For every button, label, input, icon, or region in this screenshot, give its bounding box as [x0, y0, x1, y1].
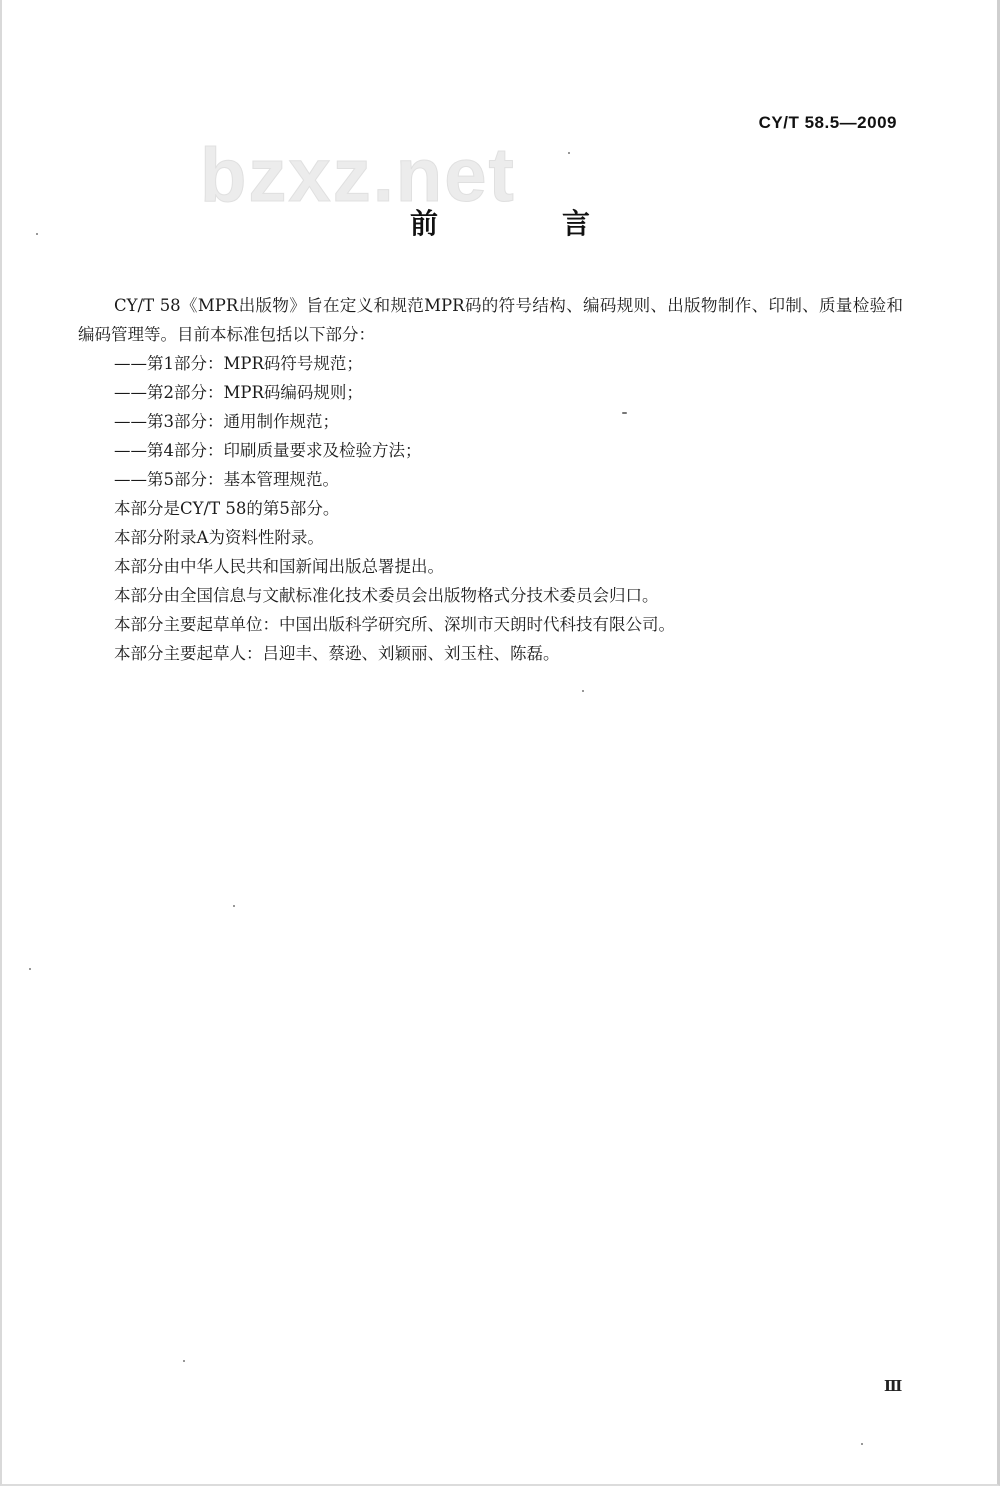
statement-line: 本部分是CY/T 58的第5部分。: [114, 499, 340, 518]
intro-paragraph: CY/T 58《MPR出版物》旨在定义和规范MPR码的符号结构、编码规则、出版物制作、印制、质量检验和编码管理等。目前本标准包括以下部分：: [78, 296, 903, 344]
foreword-body: [78, 291, 903, 668]
scan-speck: [183, 1360, 185, 1362]
statement-line: 本部分附录A为资料性附录。: [114, 528, 324, 547]
part-item: ——第5部分：基本管理规范。: [114, 470, 339, 489]
statement-line: 本部分由全国信息与文献标准化技术委员会出版物格式分技术委员会归口。: [114, 586, 659, 605]
part-item: ——第1部分：MPR码符号规范；: [114, 354, 363, 373]
scan-speck: [29, 968, 31, 970]
statement-line: 本部分由中华人民共和国新闻出版总署提出。: [114, 557, 444, 576]
part-item: ——第2部分：MPR码编码规则；: [114, 383, 363, 402]
scan-speck: [582, 690, 584, 692]
standard-code: CY/T 58.5—2009: [758, 113, 897, 132]
part-item: ——第4部分：印刷质量要求及检验方法；: [114, 441, 422, 460]
scan-speck: [861, 1443, 863, 1445]
scan-speck: [36, 233, 38, 235]
scan-speck: [233, 905, 235, 907]
part-item: ——第3部分：通用制作规范；: [114, 412, 339, 431]
statement-line: 本部分主要起草单位：中国出版科学研究所、深圳市天朗时代科技有限公司。: [114, 615, 675, 634]
watermark: bzxz.net: [200, 133, 516, 218]
page-number: Ⅲ: [884, 1377, 903, 1395]
scan-speck: [622, 412, 627, 414]
page-title: 前 言: [409, 207, 638, 240]
statement-line: 本部分主要起草人：吕迎丰、蔡逊、刘颖丽、刘玉柱、陈磊。: [114, 644, 560, 663]
scan-speck: [568, 152, 570, 154]
